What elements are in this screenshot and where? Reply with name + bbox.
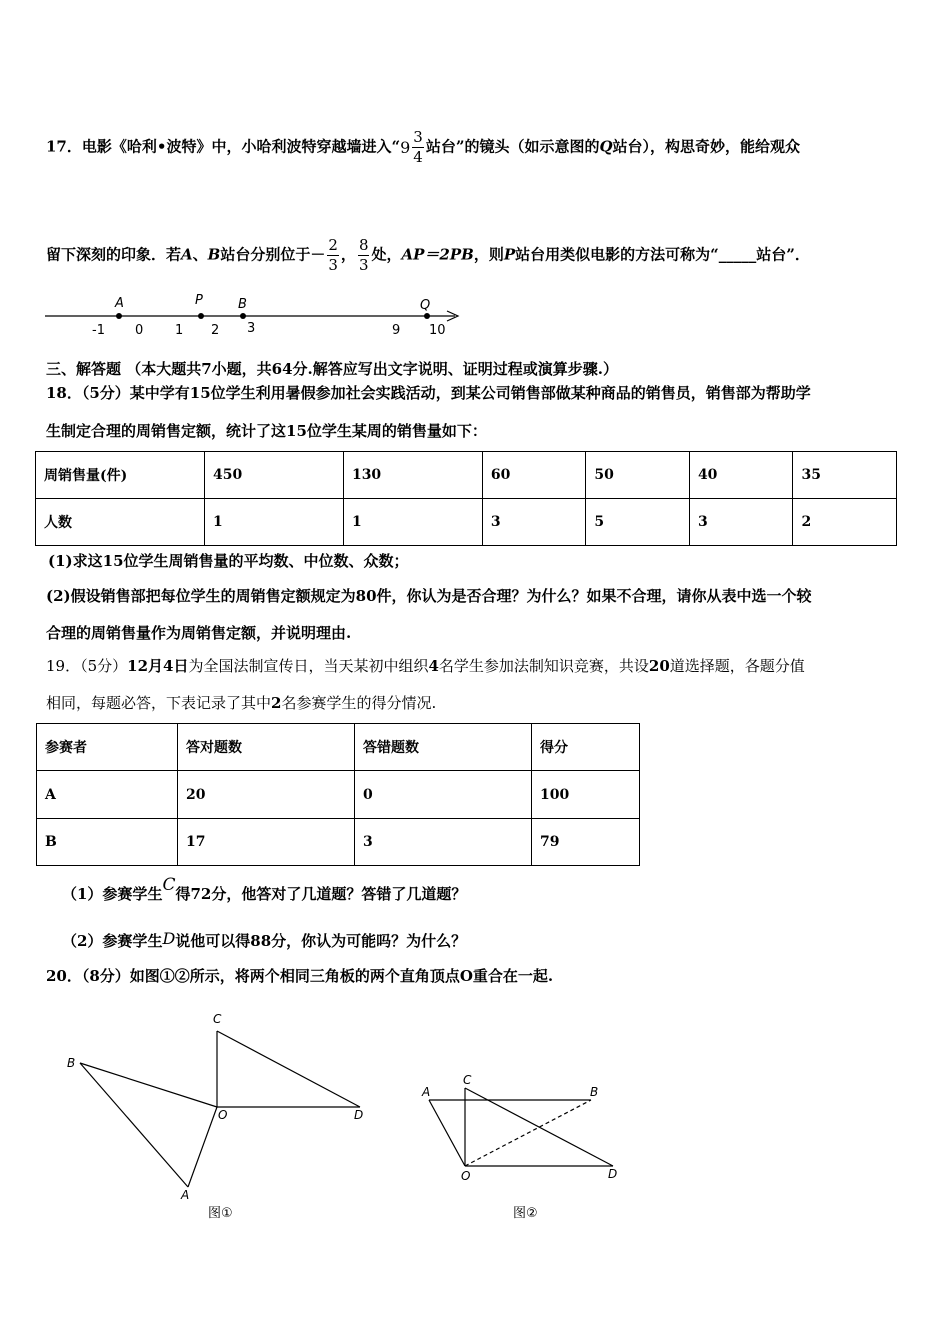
- q19-score-table: [36, 723, 640, 866]
- fig2-label-o: O: [461, 1169, 471, 1183]
- q17-mixed-num: 3: [413, 128, 423, 146]
- q19-sub1: [62, 875, 467, 904]
- q19-sub2-post: 说他可以得88分，你认为可能吗？为什么？: [175, 932, 467, 950]
- point-q-dot: [424, 313, 430, 319]
- fig1-label-b: B: [67, 1056, 76, 1070]
- q17-mixed-whole: 9: [400, 138, 411, 157]
- q17-line2-post2: ，则: [473, 245, 504, 264]
- fig1-label-a: A: [181, 1188, 190, 1202]
- figure-2-diagram: [415, 1070, 635, 1230]
- fig2-caption: 图②: [513, 1206, 538, 1221]
- tick-2: 2: [211, 323, 220, 338]
- table-cell: 20: [178, 771, 355, 819]
- table-cell: 50: [586, 452, 690, 499]
- section-heading: 三、解答题 （本大题共7小题，共64分.解答应写出文字说明、证明过程或演算步骤.）: [46, 360, 618, 378]
- label-q: Q: [420, 298, 431, 313]
- table-cell: 1: [205, 499, 344, 546]
- q17-b-var: B: [207, 245, 221, 264]
- fig1-label-o: O: [218, 1108, 228, 1122]
- q17-line1: [46, 128, 800, 167]
- fig1-caption: 图①: [208, 1206, 233, 1221]
- q17-line2: [46, 236, 810, 275]
- fig2-label-b: B: [590, 1085, 599, 1099]
- q17-q-var: Q: [599, 137, 613, 156]
- table-cell: 130: [343, 452, 482, 499]
- q19-sub2: [62, 930, 466, 951]
- q17-number-line: [40, 292, 470, 342]
- table-cell: 参赛者: [37, 724, 178, 771]
- segment-ao: [188, 1107, 217, 1187]
- q17-frac1-den: 3: [328, 256, 338, 274]
- table-cell: A: [37, 771, 178, 819]
- table-cell: 5: [586, 499, 690, 546]
- q17-line1-post: 站台”的镜头（如示意图的: [425, 137, 600, 156]
- table-cell: 35: [793, 452, 897, 499]
- table-row: [36, 499, 897, 546]
- table-cell: 100: [532, 771, 640, 819]
- q17-line2-post1: 处，: [371, 245, 402, 264]
- table-cell: 79: [532, 819, 640, 866]
- table-row: [37, 771, 640, 819]
- q19-sub2-pre: （2）参赛学生: [62, 932, 163, 950]
- q17-line2-mid: 站台分别位于－: [220, 245, 326, 264]
- q17-mixed-fraction: [412, 128, 424, 167]
- q19-text-2a: 相同，每题必答，下表记录了其中: [46, 694, 272, 712]
- tick-3: 3: [247, 321, 256, 336]
- label-a: A: [115, 296, 124, 311]
- q17-mixed-den: 4: [413, 148, 423, 166]
- table-cell: 得分: [532, 724, 640, 771]
- q19-num-4: 4: [428, 657, 439, 675]
- q18-sub1: (1)求这15位学生周销售量的平均数、中位数、众数；: [48, 552, 409, 570]
- table-cell: 3: [355, 819, 532, 866]
- table-cell: 450: [205, 452, 344, 499]
- segment-bo: [80, 1063, 217, 1107]
- q19-date: 12月4日: [127, 657, 189, 675]
- label-p: P: [195, 293, 203, 308]
- table-cell: 1: [343, 499, 482, 546]
- q18-line2: 生制定合理的周销售定额，统计了这15位学生某周的销售量如下：: [46, 422, 487, 440]
- q19-var-d: D: [162, 929, 176, 948]
- figure-1-diagram: [60, 1005, 380, 1235]
- point-b-dot: [240, 313, 246, 319]
- table-cell: 60: [482, 452, 586, 499]
- q17-frac2: [358, 236, 370, 275]
- segment-ao: [429, 1100, 465, 1166]
- point-p-dot: [198, 313, 204, 319]
- q17-frac2-num: 8: [358, 236, 369, 254]
- table-cell: 0: [355, 771, 532, 819]
- q19-text-g: 道选择题，各题分值: [669, 657, 805, 675]
- fig1-label-d: D: [354, 1108, 364, 1122]
- q17-line1-end: 站台），构思奇妙，能给观众: [612, 137, 801, 156]
- q19-text-e: 名学生参加法制知识竞赛，共设: [438, 657, 649, 675]
- q18-sub2b: 合理的周销售量作为周销售定额，并说明理由.: [46, 624, 352, 642]
- q17-p-var: P: [503, 245, 516, 264]
- table-cell: 17: [178, 819, 355, 866]
- table-row: [36, 452, 897, 499]
- table-cell: 周销售量(件): [36, 452, 205, 499]
- point-a-dot: [116, 313, 122, 319]
- table-cell: 答错题数: [355, 724, 532, 771]
- q17-sep: 、: [192, 245, 208, 264]
- q19-prefix: 19．（5分）: [46, 657, 128, 675]
- table-cell: B: [37, 819, 178, 866]
- q19-line2: [46, 692, 436, 713]
- q19-num-2: 2: [271, 694, 282, 712]
- q18-sales-table: [35, 451, 897, 546]
- tick-9: 9: [392, 323, 401, 338]
- q19-var-c: C: [162, 875, 176, 895]
- q17-line2-pre: 留下深刻的印象．若: [46, 245, 182, 264]
- table-cell: 2: [793, 499, 897, 546]
- table-cell: 3: [482, 499, 586, 546]
- fig2-label-c: C: [463, 1073, 472, 1087]
- segment-ob-dashed: [465, 1100, 591, 1166]
- q19-sub1-pre: （1）参赛学生: [62, 885, 163, 903]
- tick-neg1: -1: [92, 323, 105, 338]
- q17-mixed-number: [400, 128, 426, 167]
- q19-num-20: 20: [648, 657, 670, 675]
- segment-cd: [217, 1031, 360, 1107]
- table-cell: 答对题数: [178, 724, 355, 771]
- segment-ba: [80, 1063, 188, 1187]
- fig2-label-d: D: [608, 1167, 618, 1181]
- table-row: [37, 819, 640, 866]
- label-b: B: [238, 297, 247, 312]
- table-cell: 40: [689, 452, 793, 499]
- q18-line1: 18．（5分）某中学有15位学生利用暑假参加社会实践活动，到某公司销售部做某种商品的销售员，销售部为帮助学: [46, 384, 811, 402]
- q17-line2-end: 站台用类似电影的方法可称为“_____站台”．: [515, 245, 810, 264]
- tick-0: 0: [135, 323, 144, 338]
- q19-line1: [46, 655, 805, 676]
- fig1-label-c: C: [213, 1012, 222, 1026]
- q19-sub1-post: 得72分，他答对了几道题？答错了几道题？: [175, 885, 467, 903]
- q17-frac1-num: 2: [328, 236, 338, 254]
- q17-frac1: [327, 236, 339, 275]
- tick-1: 1: [175, 323, 184, 338]
- q20-line: 20．（8分）如图①②所示，将两个相同三角板的两个直角顶点O重合在一起.: [46, 967, 554, 985]
- table-row: [37, 724, 640, 771]
- table-cell: 人数: [36, 499, 205, 546]
- q18-sub2a: (2)假设销售部把每位学生的周销售定额规定为80件，你认为是否合理？为什么？如果不合理，请你从表中选一个较: [46, 587, 812, 605]
- q19-text-2c: 名参赛学生的得分情况.: [281, 694, 437, 712]
- fig2-label-a: A: [422, 1085, 431, 1099]
- q19-text-c: 为全国法制宣传日，当天某初中组织: [188, 657, 429, 675]
- q17-frac2-den: 3: [358, 256, 369, 274]
- q17-comma: ，: [340, 245, 356, 264]
- q17-a-var: A: [181, 245, 193, 264]
- q17-equation: AP＝2PB: [401, 245, 474, 264]
- q17-line1-pre: 17．电影《哈利•波特》中，小哈利波特穿越墙进入“: [46, 137, 401, 156]
- table-cell: 3: [689, 499, 793, 546]
- tick-10: 10: [429, 323, 446, 338]
